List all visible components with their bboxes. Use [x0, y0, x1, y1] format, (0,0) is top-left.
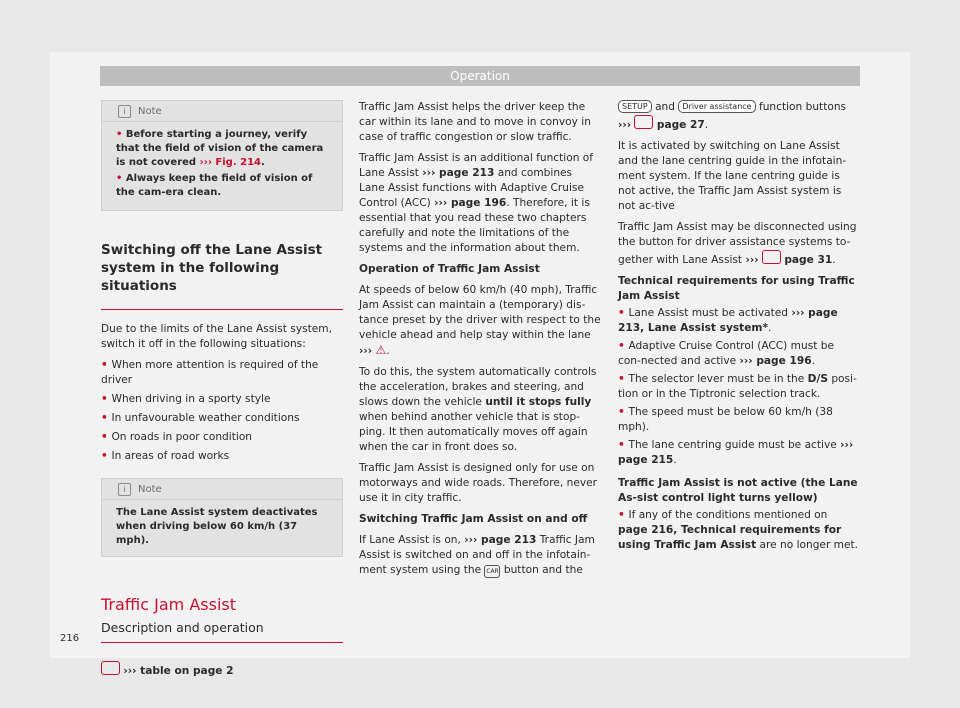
paragraph: Traffic Jam Assist may be disconnected using the button for driver assistance systems to-gether with Lane Assist ››› page 31.: [618, 221, 857, 266]
table-link[interactable]: ››› table on page 2: [123, 665, 234, 677]
page-link[interactable]: page 27: [656, 119, 705, 131]
page-link[interactable]: ››› page 213: [464, 534, 537, 546]
subheading: Operation of Traffic Jam Assist: [359, 263, 540, 275]
info-icon: i: [118, 105, 131, 118]
section-heading-lane-assist: [101, 241, 343, 310]
warning-icon[interactable]: ⚠: [375, 343, 387, 357]
book-icon: [634, 115, 653, 129]
paragraph: Traffic Jam Assist is an additional function of Lane Assist ››› page 213 and combines Lane Assist functions with Adaptive Cruise Control (ACC) ››› page 196. Therefore, it is essential that you read these two chapters carefully and note the limitations of the systems and the information about them.: [359, 152, 594, 254]
note-body: The Lane Assist system deactivates when driving below 60 km/h (37 mph).: [116, 507, 318, 546]
note-header: [102, 479, 342, 500]
page-header: Operation: [100, 66, 860, 86]
page-link[interactable]: ››› page 213: [422, 167, 495, 179]
driver-assistance-button: Driver assistance: [678, 100, 755, 113]
note-box-camera: [101, 100, 343, 211]
table-reference: [101, 661, 343, 679]
note-label: Note: [138, 483, 162, 495]
list-item: • When more attention is required of the driver: [101, 358, 343, 388]
column-left: [101, 100, 343, 679]
note-bullet-2: • Always keep the field of vision of the cam-era clean.: [116, 172, 328, 200]
list-item: • If any of the conditions mentioned on page 216, Technical requirements for using Traffic Jam Assist are no longer met.: [618, 508, 860, 553]
column-middle: [359, 100, 601, 584]
car-button-icon: CAR: [484, 565, 500, 578]
list-item: • The lane centring guide must be active ››› page 215.: [618, 438, 860, 468]
page-number: 216: [60, 633, 80, 644]
paragraph: At speeds of below 60 km/h (40 mph), Traffic Jam Assist can maintain a (temporary) dis-tance preset by the driver with respect to the vehicle ahead and help stay within the lane ››› ⚠.: [359, 284, 601, 357]
list-item: • In areas of road works: [101, 449, 343, 464]
subheading: Traffic Jam Assist is not active (the Lane As-sist control light turns yellow): [618, 477, 858, 504]
page-link[interactable]: ››› page 196: [739, 355, 812, 367]
list-item: • The selector lever must be in the D/S posi-tion or in the Tiptronic selection track.: [618, 372, 860, 402]
paragraph: Traffic Jam Assist helps the driver keep the car within its lane and to move in convoy in case of traffic congestion or slow traffic.: [359, 101, 591, 143]
chapter-title: Traffic Jam Assist: [101, 595, 237, 614]
note-label: Note: [138, 105, 162, 117]
subtitle-rule: [101, 619, 343, 643]
page-link[interactable]: ››› page 215: [618, 439, 854, 466]
paragraph: Traffic Jam Assist is designed only for use on motorways and wide roads. Therefore, never use it in city traffic.: [359, 462, 597, 504]
book-icon: [762, 250, 781, 264]
subtitle: Description and operation: [101, 620, 264, 635]
list-item: • On roads in poor condition: [101, 430, 343, 445]
fig-link[interactable]: ››› Fig. 214: [199, 157, 261, 168]
list-item: • In unfavourable weather conditions: [101, 411, 343, 426]
note-bullet-1: • Before starting a journey, verify that the field of vision of the camera is not covered ››› Fig. 214.: [116, 128, 328, 170]
book-icon: [101, 661, 120, 675]
section-title: Switching off the Lane Assist system in the following situations: [101, 242, 323, 294]
section-intro: Due to the limits of the Lane Assist system, switch it off in the following situations:: [101, 323, 332, 350]
page-link[interactable]: page 31: [784, 254, 833, 266]
setup-button: SETUP: [618, 100, 652, 113]
page-link[interactable]: page 216, Technical requirements for using Traffic Jam Assist: [618, 524, 842, 551]
paragraph: It is activated by switching on Lane Assist and the lane centring guide in the infotain-ment system. If the lane centring guide is not active, the Traffic Jam Assist system is not ac-tive: [618, 140, 847, 212]
paragraph: To do this, the system automatically controls the acceleration, brakes and steering, and slows down the vehicle until it stops fully when behind another vehicle that is stop-ping. It then automatically moves off again when the car in front does so.: [359, 366, 597, 453]
subheading: Switching Traffic Jam Assist on and off: [359, 513, 588, 525]
page-link[interactable]: ››› page 196: [434, 197, 507, 209]
page-link[interactable]: ››› page 213, Lane Assist system*: [618, 307, 838, 334]
note-header: [102, 101, 342, 122]
subheading: Technical requirements for using Traffic Jam Assist: [618, 275, 855, 302]
paragraph: If Lane Assist is on, ››› page 213 Traffic Jam Assist is switched on and off in the infotain-ment system using the CAR button and the: [359, 534, 595, 576]
list-item: • The speed must be below 60 km/h (38 mph).: [618, 405, 860, 435]
column-right: [618, 100, 860, 553]
paragraph: SETUP and Driver assistance function buttons ››› page 27.: [618, 101, 847, 131]
list-item: • Lane Assist must be activated ››› page 213, Lane Assist system*.: [618, 306, 860, 336]
note-body: [102, 122, 342, 210]
info-icon: i: [118, 483, 131, 496]
list-item: • Adaptive Cruise Control (ACC) must be con-nected and active ››› page 196.: [618, 339, 860, 369]
note-box-deactivation: [101, 478, 343, 557]
list-item: • When driving in a sporty style: [101, 392, 343, 407]
